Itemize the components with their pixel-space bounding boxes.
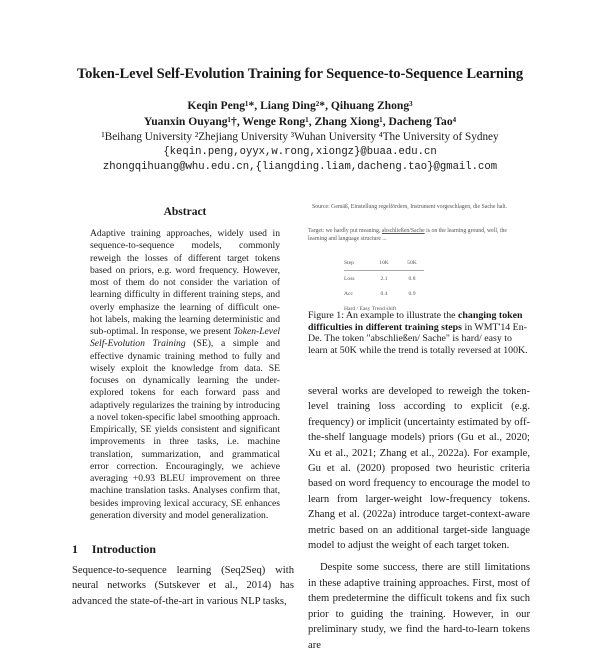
abstract-body <box>90 228 280 522</box>
figure-target-post: is on the learning ground, well, the learning and language structure ... <box>308 228 507 242</box>
figure-table-footer: Hard / Easy Trend shift <box>344 305 397 312</box>
figure-target-highlight: abschließen/Sache <box>381 228 425 234</box>
figure-source-sentence: Source: Gemäß, Einstellung regelfördern, Instrument vorgeschlagen, die Sache halt. <box>312 204 507 210</box>
figure-table-header-cell: Step <box>344 259 354 266</box>
authors-line-2: Yuanxin Ouyang¹†, Wenge Rong¹, Zhang Xiong¹, Dacheng Tao⁴ <box>143 115 457 128</box>
paragraph-2: Despite some success, there are still limitations in these adaptive training approaches. First, most of them predetermine the difficult tokens and fix such prior to guiding the training. However, in our preliminary study, we find the hard-to-learn tokens are <box>308 562 530 651</box>
paragraph-1: several works are developed to reweigh the token-level training loss according to explicit (e.g. frequency) or implicit (uncertainty estimated by off-the-shelf language models) priors (Gu et al., 2020; Xu et al., 2021; Zhang et al., 2022a). For example, Gu et al. (2020) proposed two heuristic criteria based on word frequency to encourage the model to learn from larger-weight low-frequency tokens. Zhang et al. (2022a) introduce target-context-aware metric based on an additional target-side language model to adjust the weight of each target token. <box>308 386 530 552</box>
section-heading-introduction <box>72 542 156 557</box>
section-title: Introduction <box>91 542 156 556</box>
figure-1 <box>306 200 528 312</box>
caption-prefix: Figure 1: An example to illustrate the <box>308 310 459 321</box>
affiliations: ¹Beihang University ²Zhejiang University ³Wuhan University ⁴The University of Sydney <box>101 131 499 143</box>
introduction-body: Sequence-to-sequence learning (Seq2Seq) with neural networks (Sutskever et al., 2014) has advanced the state-of-the-art in various NLP tasks, <box>72 565 294 607</box>
abstract-text-part-2: (SE), a simple and effective dynamic training method to fully and wisely exploit the knowledge from data. SE focuses on dynamically learning the under-explored tokens for each forward pass and adaptively regularizes the training by introducing a novel token-specific label smoothing approach. Empirically, SE yields consistent and significant improvements in three tasks, i.e. machine translation, summarization, and grammatical error correction. Encouragingly, we achieve averaging +0.93 BLEU improvement on three machine translation tasks. Analyses confirm that, besides improving lexical accuracy, SE enhances generation diversity and model generalization. <box>90 338 280 521</box>
email-line-1: {keqin.peng,oyyx,w.rong,xiongz}@buaa.edu.cn <box>163 146 437 158</box>
figure-table-cell: 2.1 <box>380 275 388 282</box>
abstract-method-name: Token-Level Self-Evolution Training <box>90 326 280 350</box>
section-number: 1 <box>72 542 78 556</box>
authors-line-1: Keqin Peng¹*, Liang Ding²*, Qihuang Zhong³ <box>187 99 413 112</box>
abstract-heading: Abstract <box>163 206 207 218</box>
caption-bold: changing token difficulties in different training steps <box>308 310 523 333</box>
figure-table-cell: Loss <box>344 275 355 282</box>
figure-table-header-cell: 50K <box>407 259 417 266</box>
email-line-2: zhongqihuang@whu.edu.cn,{liangding.liam,dacheng.tao}@gmail.com <box>102 161 498 173</box>
figure-1-caption <box>308 310 530 356</box>
figure-table-header <box>344 255 424 271</box>
figure-table-cell: 0.4 <box>380 290 388 297</box>
figure-target-pre: Target: we hardly put meaning, <box>308 228 382 234</box>
caption-suffix: in WMT'14 En-De. The token "abschließen/ Sache" is hard/ easy to learn at 50K while the trend is totally reversed at 100K. <box>308 321 528 356</box>
figure-table-row <box>344 271 424 286</box>
figure-table-cell: 0.8 <box>408 275 416 282</box>
paper-title: Token-Level Self-Evolution Training for Sequence-to-Sequence Learning <box>76 66 524 82</box>
figure-table <box>344 255 424 316</box>
figure-table-row <box>344 286 424 301</box>
figure-target-sentence <box>308 228 522 243</box>
figure-table-cell: Acc <box>344 290 354 297</box>
figure-table-header-cell: 10K <box>379 259 389 266</box>
right-column-body <box>308 384 530 653</box>
abstract-text-part-1: Adaptive training approaches, widely used in sequence-to-sequence models, commonly reweigh the losses of different target tokens based on priors, e.g. word frequency. However, most of them do not consider the variation of learning difficulty in different training steps, and overly emphasize the learning of difficult one-hot labels, making the learning deterministic and sub-optimal. In response, we present <box>90 228 280 337</box>
figure-table-cell: 0.9 <box>408 290 416 297</box>
